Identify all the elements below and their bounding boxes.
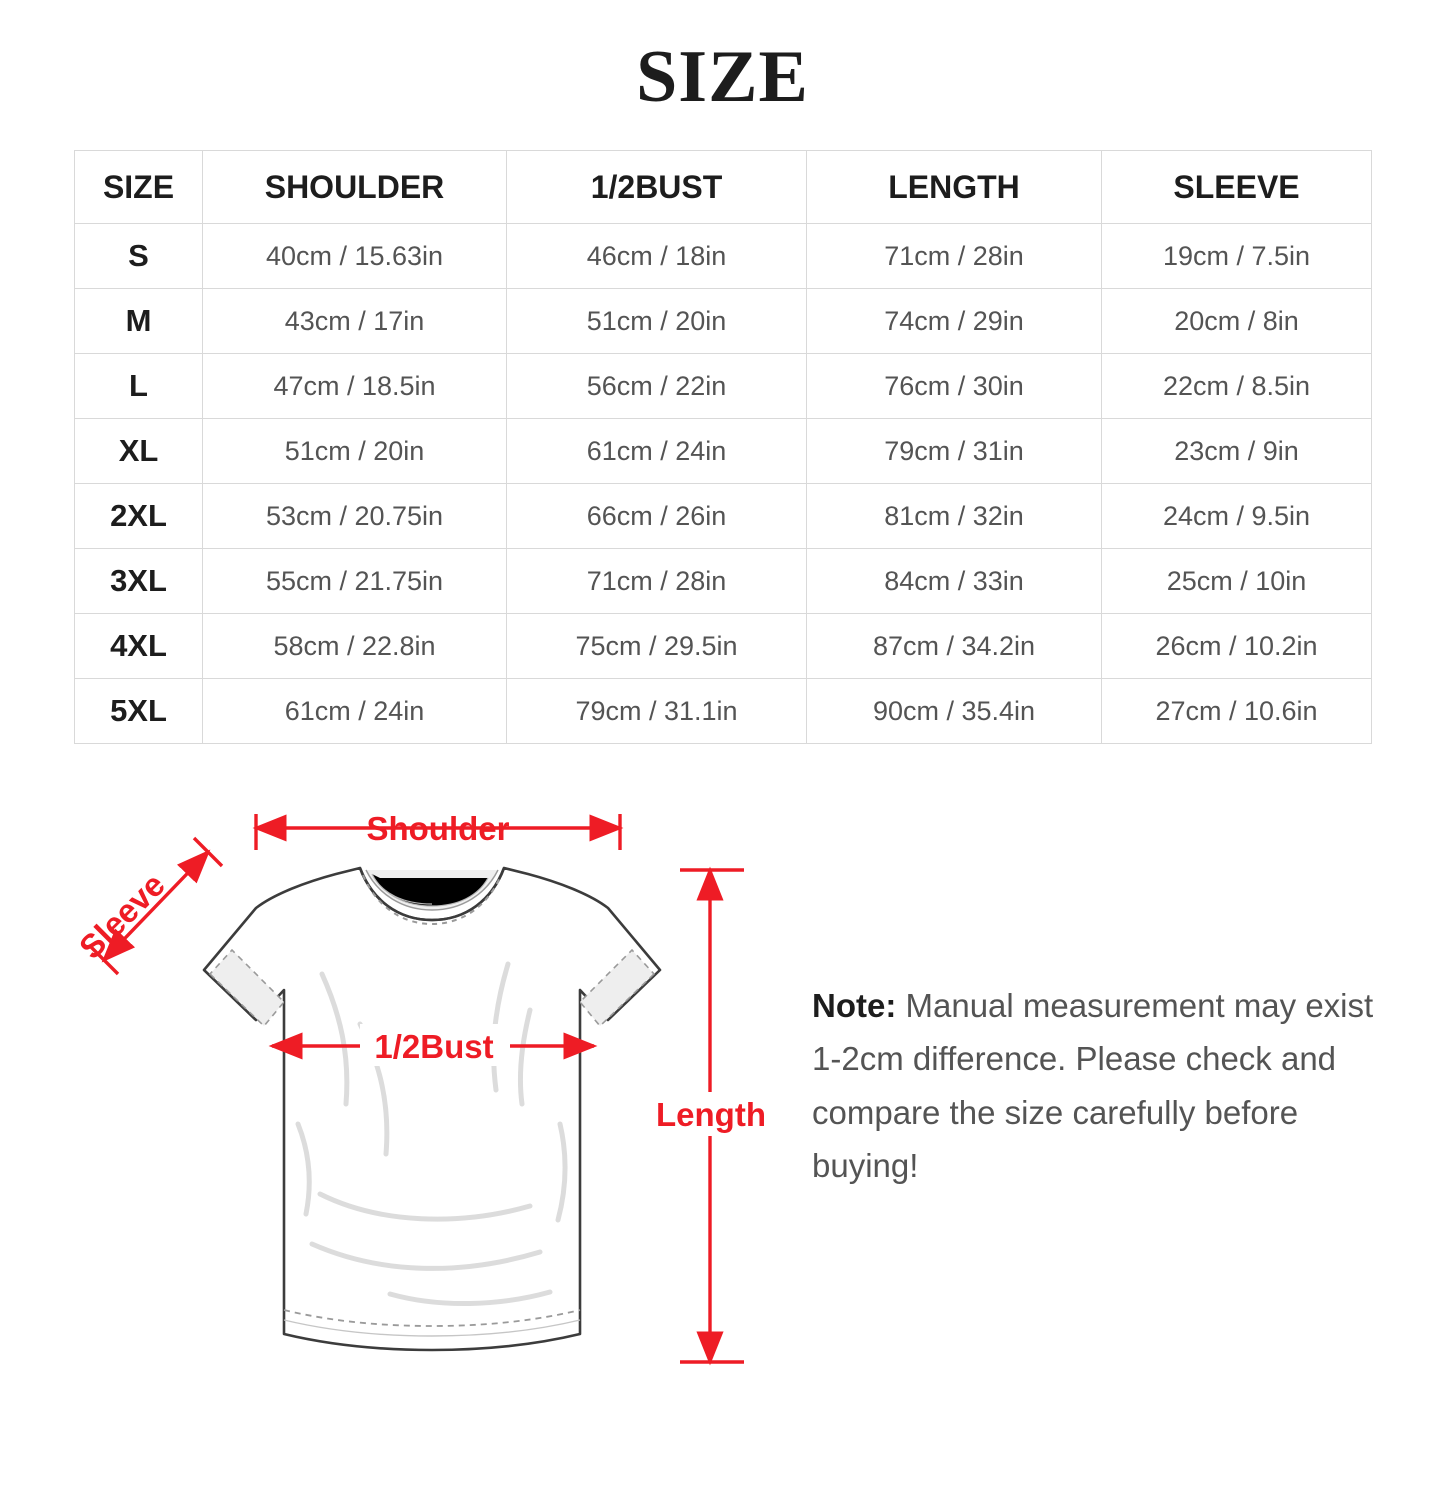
cell-length: 87cm / 34.2in [807, 614, 1102, 679]
cell-shoulder: 51cm / 20in [203, 419, 507, 484]
table-header-row [75, 151, 1372, 224]
cell-length: 76cm / 30in [807, 354, 1102, 419]
cell-shoulder: 53cm / 20.75in [203, 484, 507, 549]
cell-shoulder: 55cm / 21.75in [203, 549, 507, 614]
column-header-bust: 1/2BUST [507, 151, 807, 224]
cell-sleeve: 22cm / 8.5in [1102, 354, 1372, 419]
column-header-shoulder: SHOULDER [203, 151, 507, 224]
cell-length: 81cm / 32in [807, 484, 1102, 549]
cell-sleeve: 27cm / 10.6in [1102, 679, 1372, 744]
cell-size: L [75, 354, 203, 419]
cell-sleeve: 25cm / 10in [1102, 549, 1372, 614]
cell-length: 79cm / 31in [807, 419, 1102, 484]
sleeve-label: Sleeve [71, 865, 172, 966]
cell-size: 3XL [75, 549, 203, 614]
length-label: Length [656, 1096, 766, 1133]
cell-bust: 66cm / 26in [507, 484, 807, 549]
table-row [75, 289, 1372, 354]
cell-shoulder: 58cm / 22.8in [203, 614, 507, 679]
table-row [75, 224, 1372, 289]
sleeve-measure-arrow [72, 838, 222, 974]
cell-bust: 46cm / 18in [507, 224, 807, 289]
cell-size: M [75, 289, 203, 354]
column-header-length: LENGTH [807, 151, 1102, 224]
tshirt-illustration [204, 868, 660, 1350]
cell-bust: 79cm / 31.1in [507, 679, 807, 744]
cell-length: 74cm / 29in [807, 289, 1102, 354]
cell-size: XL [75, 419, 203, 484]
cell-sleeve: 26cm / 10.2in [1102, 614, 1372, 679]
measurement-diagram-section [0, 774, 1445, 1414]
cell-shoulder: 61cm / 24in [203, 679, 507, 744]
shoulder-label: Shoulder [366, 810, 510, 847]
cell-length: 84cm / 33in [807, 549, 1102, 614]
cell-bust: 75cm / 29.5in [507, 614, 807, 679]
cell-sleeve: 24cm / 9.5in [1102, 484, 1372, 549]
cell-size: S [75, 224, 203, 289]
cell-sleeve: 20cm / 8in [1102, 289, 1372, 354]
table-row [75, 679, 1372, 744]
page-title: SIZE [636, 36, 809, 118]
length-measure-arrow [656, 870, 766, 1362]
column-header-sleeve: SLEEVE [1102, 151, 1372, 224]
note-block [812, 979, 1382, 1193]
tshirt-diagram [60, 774, 800, 1414]
table-row [75, 549, 1372, 614]
cell-bust: 61cm / 24in [507, 419, 807, 484]
cell-length: 71cm / 28in [807, 224, 1102, 289]
note-prefix: Note: [812, 987, 897, 1024]
table-row [75, 614, 1372, 679]
table-row [75, 419, 1372, 484]
cell-shoulder: 43cm / 17in [203, 289, 507, 354]
cell-size: 5XL [75, 679, 203, 744]
cell-size: 2XL [75, 484, 203, 549]
cell-sleeve: 19cm / 7.5in [1102, 224, 1372, 289]
table-row [75, 354, 1372, 419]
cell-shoulder: 47cm / 18.5in [203, 354, 507, 419]
cell-sleeve: 23cm / 9in [1102, 419, 1372, 484]
note-text: Manual measurement may exist 1-2cm difference. Please check and compare the size carefully before buying! [812, 987, 1374, 1185]
column-header-size: SIZE [75, 151, 203, 224]
cell-size: 4XL [75, 614, 203, 679]
size-chart-table [74, 150, 1372, 744]
cell-bust: 56cm / 22in [507, 354, 807, 419]
size-table-container [74, 150, 1371, 744]
cell-bust: 71cm / 28in [507, 549, 807, 614]
shoulder-measure-arrow [256, 810, 620, 850]
cell-bust: 51cm / 20in [507, 289, 807, 354]
bust-label: 1/2Bust [374, 1028, 494, 1065]
table-row [75, 484, 1372, 549]
cell-shoulder: 40cm / 15.63in [203, 224, 507, 289]
cell-length: 90cm / 35.4in [807, 679, 1102, 744]
